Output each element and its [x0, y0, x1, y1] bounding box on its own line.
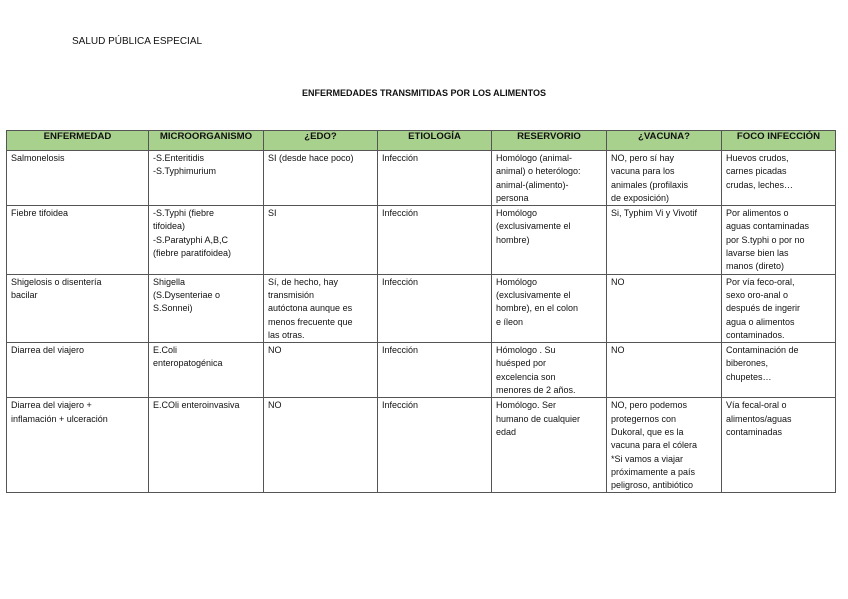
- cell-text-line: Shigella: [153, 276, 186, 287]
- cell-text-line: Diarrea del viajero +: [11, 400, 92, 411]
- cell-text-line: transmisión: [268, 289, 315, 300]
- cell-text-line: Salmonelosis: [11, 153, 65, 163]
- column-header-microorganismo: MICROORGANISMO: [149, 131, 264, 151]
- cell-text-line: menores de 2 años.: [496, 385, 576, 396]
- cell-text-line: Fiebre tifoidea: [11, 208, 69, 219]
- cell-text-line: Si, Typhim Vi y Vivotif: [611, 208, 698, 219]
- cell-text-line: enteropatogénica: [153, 358, 223, 369]
- cell-text-line: -S.Typhimurium: [153, 166, 217, 177]
- cell-text-line: Shigelosis o disentería: [11, 276, 102, 287]
- cell-text-line: NO: [611, 276, 625, 287]
- cell-text-line: peligroso, antibiótico: [611, 480, 694, 491]
- cell-text-line: chupetes…: [726, 371, 772, 382]
- table-cell: [264, 343, 378, 398]
- cell-text-line: agua o alimentos: [726, 316, 795, 327]
- table-cell: [264, 151, 378, 206]
- table-cell: [492, 274, 607, 342]
- cell-text-line: -S.Typhi (fiebre: [153, 208, 215, 219]
- cell-text-line: crudas, leches…: [726, 179, 794, 190]
- table-cell: [607, 206, 722, 274]
- cell-text-line: animal) o heterólogo:: [496, 166, 581, 177]
- cell-text-line: autóctona aunque es: [268, 303, 353, 314]
- column-header-vacuna: ¿VACUNA?: [607, 131, 722, 151]
- table-cell: [492, 343, 607, 398]
- cell-text-line: (exclusivamente el: [496, 289, 571, 300]
- table-cell: [722, 151, 836, 206]
- cell-text-line: aguas contaminadas: [726, 221, 810, 232]
- cell-text-line: NO: [611, 345, 625, 356]
- cell-text-line: inflamación + ulceración: [11, 413, 108, 424]
- column-header-etiologia: ETIOLOGÍA: [378, 131, 492, 151]
- cell-text-line: Por alimentos o: [726, 208, 789, 219]
- table-header-row: [7, 131, 836, 151]
- table-row: [7, 206, 836, 274]
- table-cell: [7, 206, 149, 274]
- table-cell: [607, 151, 722, 206]
- cell-text-line: Vía fecal-oral o: [726, 400, 787, 411]
- cell-text-line: lavarse bien las: [726, 248, 789, 259]
- table-row: [7, 151, 836, 206]
- table-row: [7, 343, 836, 398]
- table-row: [7, 398, 836, 493]
- cell-text-line: Homólogo: [496, 276, 538, 287]
- cell-text-line: Hómologo . Su: [496, 345, 556, 356]
- table-cell: [7, 274, 149, 342]
- table-cell: [722, 206, 836, 274]
- cell-text-line: hombre), en el colon: [496, 303, 579, 314]
- column-header-enfermedad: ENFERMEDAD: [7, 131, 149, 151]
- cell-text-line: S.Sonnei): [153, 303, 193, 314]
- column-header-foco-infeccion: FOCO INFECCIÓN: [722, 131, 836, 151]
- table-cell: [722, 274, 836, 342]
- column-header-reservorio: RESERVORIO: [492, 131, 607, 151]
- cell-text-line: biberones,: [726, 358, 769, 369]
- table-cell: [149, 274, 264, 342]
- table-cell: [492, 206, 607, 274]
- cell-text-line: las otras.: [268, 329, 305, 340]
- cell-text-line: contaminados.: [726, 329, 785, 340]
- table-cell: [492, 151, 607, 206]
- cell-text-line: Sí, de hecho, hay: [268, 276, 339, 287]
- cell-text-line: Contaminación de: [726, 345, 799, 356]
- table-cell: [378, 274, 492, 342]
- cell-text-line: -S.Paratyphi A,B,C: [153, 234, 229, 245]
- cell-text-line: carnes picadas: [726, 166, 787, 177]
- table-cell: [149, 343, 264, 398]
- table-cell: [264, 206, 378, 274]
- document-title: ENFERMEDADES TRANSMITIDAS POR LOS ALIMENTOS: [301, 88, 546, 98]
- cell-text-line: Infección: [382, 276, 419, 287]
- cell-text-line: NO: [268, 345, 282, 356]
- table-cell: [149, 206, 264, 274]
- cell-text-line: Infección: [382, 345, 419, 356]
- cell-text-line: bacilar: [11, 289, 38, 300]
- cell-text-line: Homólogo. Ser: [496, 400, 557, 411]
- cell-text-line: (exclusivamente el: [496, 221, 571, 232]
- cell-text-line: Huevos crudos,: [726, 153, 789, 163]
- cell-text-line: después de ingerir: [726, 303, 801, 314]
- cell-text-line: Homólogo: [496, 208, 538, 219]
- table-cell: [149, 398, 264, 493]
- table-cell: [378, 151, 492, 206]
- table-cell: [7, 398, 149, 493]
- table-cell: [722, 398, 836, 493]
- table-cell: [607, 398, 722, 493]
- cell-text-line: sexo oro-anal o: [726, 289, 789, 300]
- table-cell: [607, 274, 722, 342]
- cell-text-line: próximamente a país: [611, 466, 696, 477]
- cell-text-line: vacuna para los: [611, 166, 675, 177]
- document-header: SALUD PÚBLICA ESPECIAL: [72, 36, 203, 47]
- cell-text-line: E.Coli: [153, 345, 178, 356]
- cell-text-line: humano de cualquier: [496, 413, 581, 424]
- cell-text-line: (S.Dysenteriae o: [153, 289, 221, 300]
- cell-text-line: NO, pero sí hay: [611, 153, 675, 163]
- column-header-edo: ¿EDO?: [264, 131, 378, 151]
- cell-text-line: animales (profilaxis: [611, 179, 689, 190]
- cell-text-line: persona: [496, 192, 529, 203]
- cell-text-line: SI (desde hace poco): [268, 153, 354, 163]
- cell-text-line: protegernos con: [611, 413, 677, 424]
- cell-text-line: Infección: [382, 153, 419, 163]
- table-cell: [378, 398, 492, 493]
- cell-text-line: Por vía feco-oral,: [726, 276, 795, 287]
- cell-text-line: manos (direto): [726, 261, 785, 272]
- table-cell: [264, 398, 378, 493]
- cell-text-line: excelencia son: [496, 371, 556, 382]
- table-row: [7, 274, 836, 342]
- cell-text-line: animal-(alimento)-: [496, 179, 569, 190]
- cell-text-line: huésped por: [496, 358, 547, 369]
- table-cell: [378, 343, 492, 398]
- table-cell: [492, 398, 607, 493]
- cell-text-line: edad: [496, 426, 517, 437]
- cell-text-line: Homólogo (animal-: [496, 153, 573, 163]
- cell-text-line: menos frecuente que: [268, 316, 353, 327]
- cell-text-line: *Si vamos a viajar: [611, 453, 684, 464]
- cell-text-line: NO: [268, 400, 282, 411]
- cell-text-line: Diarrea del viajero: [11, 345, 85, 356]
- cell-text-line: Infección: [382, 208, 419, 219]
- table-cell: [264, 274, 378, 342]
- table-cell: [722, 343, 836, 398]
- cell-text-line: vacuna para el cólera: [611, 440, 698, 451]
- cell-text-line: -S.Enteritidis: [153, 153, 205, 163]
- cell-text-line: alimentos/aguas: [726, 413, 792, 424]
- cell-text-line: E.COli enteroinvasiva: [153, 400, 240, 411]
- table-cell: [7, 343, 149, 398]
- cell-text-line: por S.typhi o por no: [726, 234, 805, 245]
- cell-text-line: (fiebre paratifoidea): [153, 248, 232, 259]
- table-cell: [7, 151, 149, 206]
- cell-text-line: NO, pero podemos: [611, 400, 688, 411]
- cell-text-line: Dukoral, que es la: [611, 426, 684, 437]
- table-cell: [607, 343, 722, 398]
- cell-text-line: Infección: [382, 400, 419, 411]
- cell-text-line: contaminadas: [726, 426, 783, 437]
- table-cell: [378, 206, 492, 274]
- cell-text-line: de exposición): [611, 192, 670, 203]
- cell-text-line: SI: [268, 208, 277, 219]
- table-cell: [149, 151, 264, 206]
- cell-text-line: hombre): [496, 234, 530, 245]
- cell-text-line: tifoidea): [153, 221, 186, 232]
- diseases-table: [6, 130, 836, 493]
- cell-text-line: e íleon: [496, 316, 524, 327]
